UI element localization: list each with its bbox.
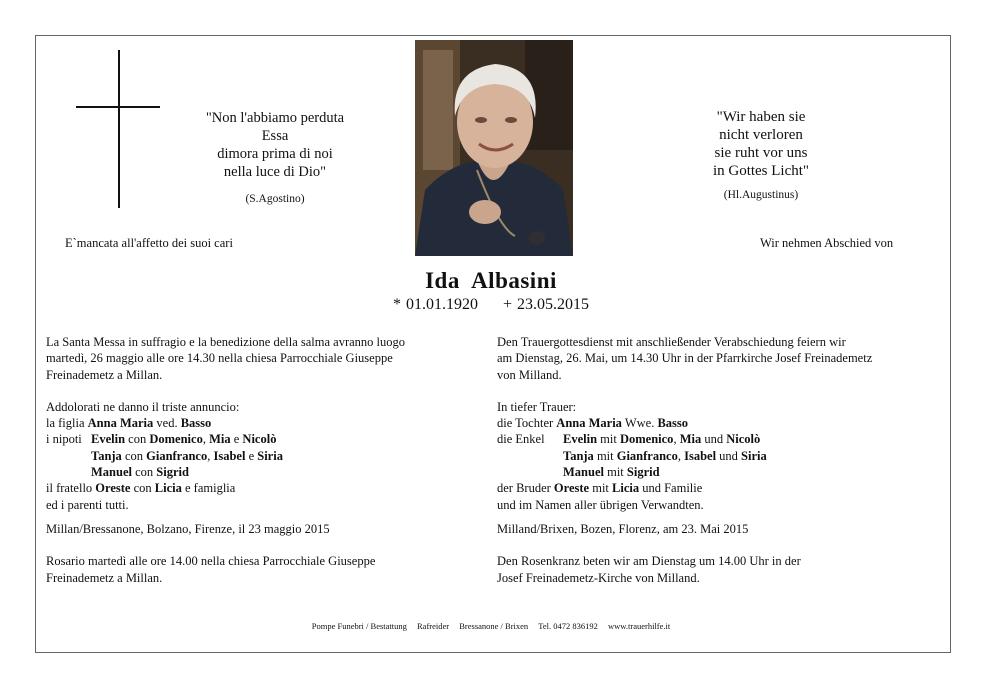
funeral-home-footer [0,621,982,631]
quote-attribution-italian: (S.Agostino) [245,193,305,205]
italian-column [46,334,456,586]
footer-location: Bressanone / Brixen [459,621,529,631]
place-date: Millan/Bressanone, Bolzano, Firenze, il 23 maggio 2015 [46,521,330,536]
rosary-text: Rosario martedì alle ore 14.00 nella chiesa Parrocchiale Giuseppe [46,554,376,569]
quote-line: nella luce di Dio" [223,164,327,180]
quote-italian [180,109,370,181]
relatives-line: und im Namen aller übrigen Verwandten. [497,497,704,512]
daughter-line: la figlia Anna Maria ved. Basso [46,416,212,431]
mourning-intro: Addolorati ne danno il triste annuncio: [46,399,240,414]
grandchildren-line: i nipoti Evelin con Domenico, Mia e Nicolò [46,432,277,447]
portrait-photo [415,40,573,256]
place-date: Milland/Brixen, Bozen, Florenz, am 23. Mai 2015 [497,521,749,536]
rosary-text: Freinademetz a Millan. [46,570,163,585]
german-column [497,334,907,586]
grandchildren-line: Tanja con Gianfranco, Isabel e Siria [91,448,283,463]
mass-text: Den Trauergottesdienst mit anschließender Verabschiedung feiern wir [497,335,846,349]
life-dates [0,296,982,314]
grandchildren-line: Manuel mit Sigrid [563,465,660,480]
grandchildren-line: Manuel con Sigrid [91,465,189,480]
death-date: + 23.05.2015 [502,296,590,313]
footer-name: Rafreider [417,621,450,631]
quote-line: "Non l'abbiamo perduta [205,110,345,126]
intro-italian: E`mancata all'affetto dei suoi cari [65,236,233,250]
brother-line: der Bruder Oreste mit Licia und Familie [497,481,703,496]
footer-website[interactable]: www.trauerhilfe.it [608,621,671,631]
brother-line: il fratello Oreste con Licia e famiglia [46,481,236,496]
grandchildren-line: die Enkel Evelin mit Domenico, Mia und Nicolò [497,432,761,447]
footer-phone: Tel. 0472 836192 [538,621,598,631]
relatives-line: ed i parenti tutti. [46,497,129,512]
mourning-intro: In tiefer Trauer: [497,399,577,414]
deceased-name: Ida Albasini [425,268,557,293]
quote-line: sie ruht vor uns [714,145,808,161]
grandchildren-line: Tanja mit Gianfranco, Isabel und Siria [563,448,767,463]
mass-text: am Dienstag, 26. Mai, um 14.30 Uhr in der Pfarrkirche Josef Freinademetz [497,351,873,366]
quote-german [676,108,846,180]
quote-line: in Gottes Licht" [712,163,810,179]
rosary-text: Josef Freinademetz-Kirche von Milland. [497,570,700,585]
quote-line: dimora prima di noi [217,146,333,162]
daughter-line: die Tochter Anna Maria Wwe. Basso [497,416,689,431]
intro-german: Wir nehmen Abschied von [760,236,894,250]
birth-date: * 01.01.1920 [392,296,478,313]
mass-text: Freinademetz a Millan. [46,367,163,382]
quote-line: Essa [261,128,289,144]
mass-text: von Milland. [497,367,562,382]
quote-attribution-german: (Hl.Augustinus) [723,189,799,201]
mass-text: martedì, 26 maggio alle ore 14.30 nella chiesa Parrocchiale Giuseppe [46,351,393,366]
rosary-text: Den Rosenkranz beten wir am Dienstag um 14.00 Uhr in der [497,554,801,569]
quote-line: "Wir haben sie [716,109,806,125]
mass-text: La Santa Messa in suffragio e la benedizione della salma avranno luogo [46,335,406,349]
footer-company: Pompe Funebri / Bestattung [311,621,407,631]
quote-line: nicht verloren [719,127,803,143]
